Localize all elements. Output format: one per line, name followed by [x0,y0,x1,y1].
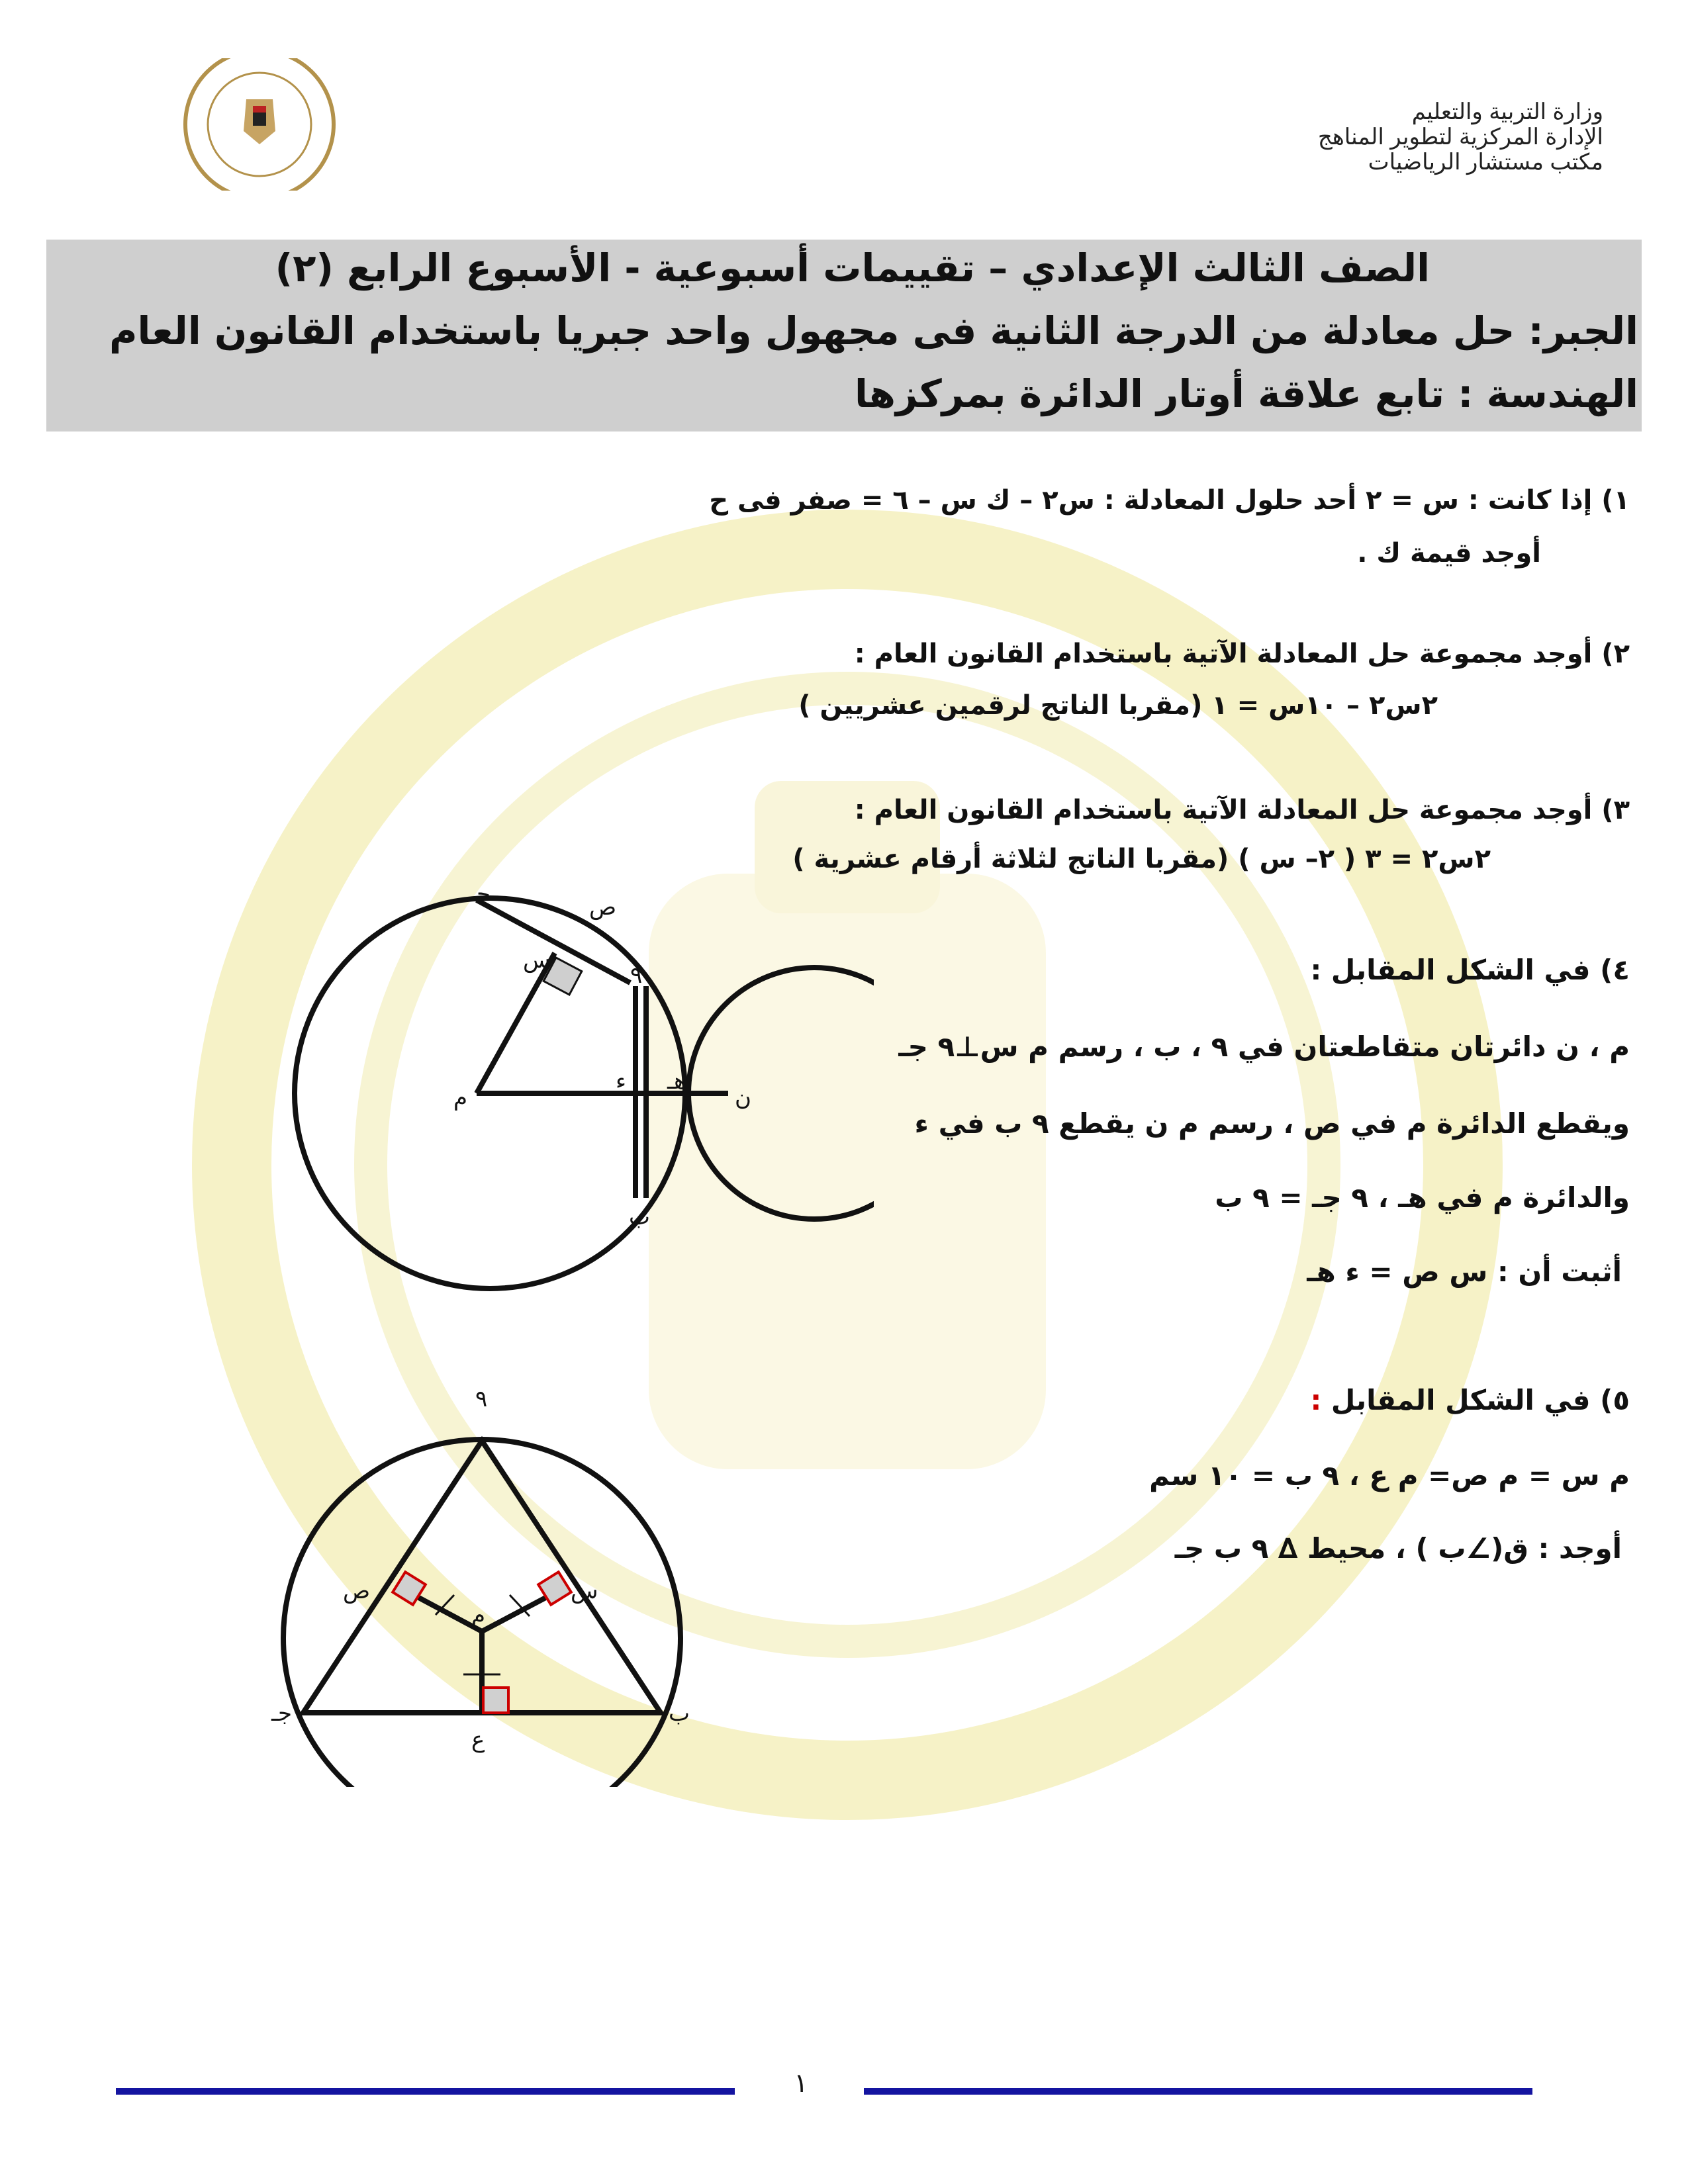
question-4-line-1: ٤) في الشكل المقابل : [1310,954,1630,986]
fig1-label-n: ن [735,1085,751,1111]
fig2-label-j: جـ [271,1700,292,1727]
fig2-label-alef: ٩ [475,1386,488,1412]
question-5-line-3: أوجد : ق(∠ب ) ، محيط ∆ ٩ ب جـ [1174,1532,1622,1565]
ministry-line-2: الإدارة المركزية لتطوير المناهج [1317,124,1603,150]
fig2-label-sad: ص [343,1578,371,1604]
question-4-line-2: م ، ن دائرتان متقاطعتان في ٩ ، ب ، رسم م س⊥٩ جـ [898,1030,1630,1063]
question-5-colon: : [1310,1384,1322,1416]
fig1-label-m: م [453,1085,468,1111]
fig1-label-ha: هـ [667,1068,686,1095]
footer-line-right [864,2088,1532,2095]
ministry-line-1: وزارة التربية والتعليم [1411,99,1603,124]
question-4-line-4: والدائرة م في هـ ، ٩ جـ = ٩ ب [1215,1181,1630,1214]
fig1-label-j: جـ [470,887,491,907]
fig1-label-sad: ص [589,894,617,921]
page-title: الصف الثالث الإعدادي – تقييمات أسبوعية - الأسبوع الرابع (٢) [275,246,1430,291]
ministry-logo [179,58,341,191]
page-number: ١ [794,2068,808,2099]
question-2-line-2: ٢س٢ – ١٠س = ١ (مقربا الناتج لرقمين عشريين ) [798,690,1438,721]
footer-line-left [116,2088,735,2095]
question-1-line-2: أوجد قيمة ك . [1357,538,1541,569]
question-1-line-1: ١) إذا كانت : س = ٢ أحد حلول المعادلة : س٢ – ك س – ٦ = صفر فى ح [709,485,1630,516]
figure-inscribed-triangle [265,1377,715,1787]
figure-intersecting-circles [278,887,874,1310]
fig1-label-sin: س [523,947,551,974]
ministry-line-3: مكتب مستشار الرياضيات [1368,150,1603,175]
fig1-label-b: ب [629,1204,651,1230]
algebra-topic: الجبر: حل معادلة من الدرجة الثانية فى مجهول واحد جبريا باستخدام القانون العام [109,308,1638,353]
fig1-label-alef: ٩ [630,962,643,989]
geometry-topic: الهندسة : تابع علاقة أوتار الدائرة بمركزها [854,371,1638,416]
fig2-label-sin: س [571,1578,598,1604]
fig2-label-b: ب [669,1700,690,1727]
question-3-line-1: ٣) أوجد مجموعة حل المعادلة الآتية باستخدام القانون العام : [854,795,1630,825]
question-4-line-5: أثبت أن : س ص = ء هـ [1307,1255,1622,1288]
question-5-line-2: م س = م ص= م ع ، ٩ ب = ١٠ سم [1149,1459,1630,1492]
question-3-line-2: ٢س٢ = ٣ ( ٢– س ) (مقربا الناتج لثلاثة أرقام عشرية ) [792,844,1491,874]
fig2-label-m: م [471,1602,486,1629]
ministry-header [1140,99,1603,175]
fig1-label-hamza: ء [616,1068,626,1095]
question-5-line-1 [1310,1381,1630,1420]
fig2-label-ain: ع [471,1727,485,1753]
question-2-line-1: ٢) أوجد مجموعة حل المعادلة الآتية باستخدام القانون العام : [854,639,1630,669]
question-5-label: ٥) في الشكل المقابل [1331,1384,1630,1416]
question-4-line-3: ويقطع الدائرة م في ص ، رسم م ن يقطع ٩ ب في ء [914,1107,1630,1140]
